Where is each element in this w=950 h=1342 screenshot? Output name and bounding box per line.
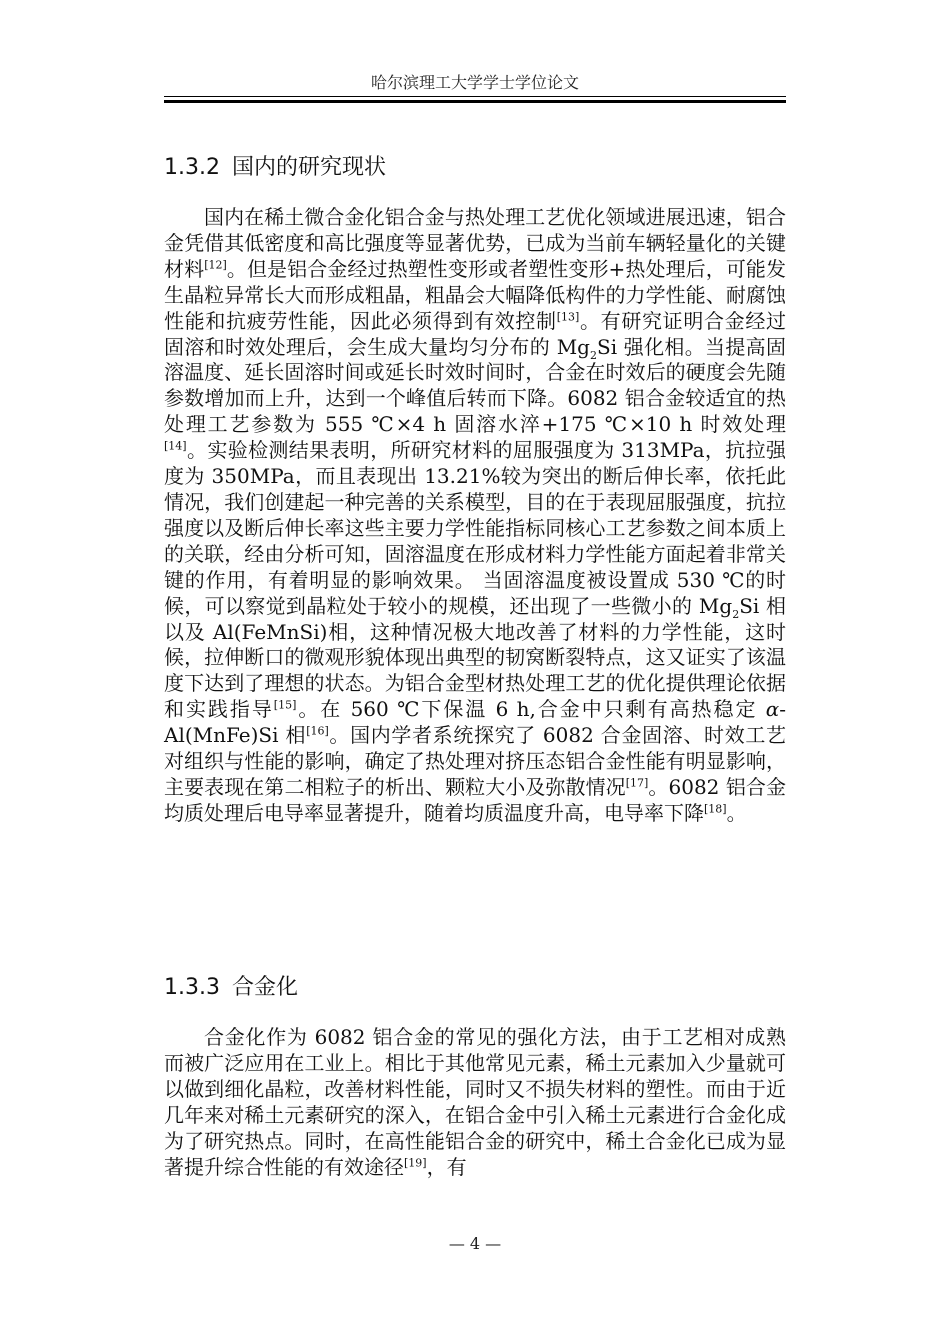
body-paragraph xyxy=(164,1025,786,1180)
citation: [16] xyxy=(306,724,329,738)
page-number: — 4 — xyxy=(448,1234,502,1253)
text-run: 。 xyxy=(726,800,747,825)
citation: [15] xyxy=(273,698,297,712)
header-rule-thick xyxy=(164,100,786,103)
text-run: 国内在稀土微合金化铝合金与热处理工艺优化领域进展迅速，铝合金凭借其低密度和高比强度等显著优势，已成为当前车辆轻量化的关键材料 xyxy=(164,205,786,281)
text-run: Si 强化相。当提高固溶温度、延长固溶时间或延长时效时间时，合金在时效后的硬度会先随参数增加而上升，达到一个峰值后转而下降。6082 铝合金较适宜的热处理工艺参数为 555 ℃×4 h 固溶水淬+175 ℃×10 h 时效处理 xyxy=(164,334,786,437)
running-header: 哈尔滨理工大学学士学位论文 xyxy=(370,73,579,92)
section-title: 合金化 xyxy=(231,975,298,1000)
text-run: ，有 xyxy=(426,1154,467,1179)
text-run: -Al(MnFe)Si 相 xyxy=(164,697,787,748)
greek-alpha: α xyxy=(765,697,780,722)
section-heading-1-3-2 xyxy=(164,150,386,181)
text-run: 。但是铝合金经过热塑性变形或者塑性变形+热处理后，可能发生晶粒异常长大而形成粗晶，粗晶会大幅降低构件的力学性能、耐腐蚀性能和抗疲劳性能，因此必须得到有效控制 xyxy=(164,256,787,333)
section-number: 1.3.2 xyxy=(164,155,220,180)
text-run: 。实验检测结果表明，所研究材料的屈服强度为 313MPa，抗拉强度为 350MPa，而且表现出 13.21%较为突出的断后伸长率，依托此情况，我们创建起一种完善的关系模型，目的在于表现屈服强度，抗拉强度以及断后伸长率这些主要力学性能指标同核心工艺参数之间本质上的关联，经由分析可知，固溶温度在形成材料力学性能方面起着非常关键的作用，有着明显的影响效果。 当固溶温度被设置成 530 ℃的时候，可以察觉到晶粒处于较小的规模，还出现了一些微小的 Mg xyxy=(164,438,786,618)
text-run: 。国内学者系统探究了 6082 合金固溶、时效工艺对组织与性能的影响，确定了热处理对挤压态铝合金性能有明显影响，主要表现在第二相粒子的析出、颗粒大小及弥散情况 xyxy=(164,723,786,799)
header-rule-thin xyxy=(164,96,786,97)
citation: [14] xyxy=(164,439,187,453)
text-run: 。有研究证明合金经过固溶和时效处理后，会生成大量均匀分布的 Mg xyxy=(164,308,787,359)
body-paragraph xyxy=(164,205,786,827)
citation: [12] xyxy=(204,258,227,272)
citation: [17] xyxy=(625,776,649,790)
section-heading-1-3-3 xyxy=(164,970,298,1001)
text-run: 。在 560 ℃下保温 6 h,合金中只剩有高热稳定 xyxy=(296,697,766,722)
citation: [13] xyxy=(556,309,580,323)
citation: [19] xyxy=(404,1155,427,1169)
text-run: 。6082 铝合金均质处理后电导率显著提升，随着均质温度升高，电导率下降 xyxy=(164,774,786,825)
text-run: Si 相以及 Al(FeMnSi)相，这种情况极大地改善了材料的力学性能，这时候，拉伸断口的微观形貌体现出典型的韧窝断裂特点，这又证实了该温度下达到了理想的状态。为铝合金型材热处理工艺的优化提供理论依据和实践指导 xyxy=(164,593,786,722)
section-number: 1.3.3 xyxy=(164,975,220,1000)
section-title: 国内的研究现状 xyxy=(231,155,386,180)
citation: [18] xyxy=(704,802,727,816)
text-run: 合金化作为 6082 铝合金的常见的强化方法，由于工艺相对成熟而被广泛应用在工业上。相比于其他常见元素，稀土元素加入少量就可以做到细化晶粒，改善材料性能，同时又不损失材料的塑性。而由于近几年来对稀土元素研究的深入，在铝合金中引入稀土元素进行合金化成为了研究热点。同时，在高性能铝合金的研究中，稀土合金化已成为显著提升综合性能的有效途径 xyxy=(164,1025,786,1179)
subscript: 2 xyxy=(590,348,597,362)
subscript: 2 xyxy=(732,607,740,621)
